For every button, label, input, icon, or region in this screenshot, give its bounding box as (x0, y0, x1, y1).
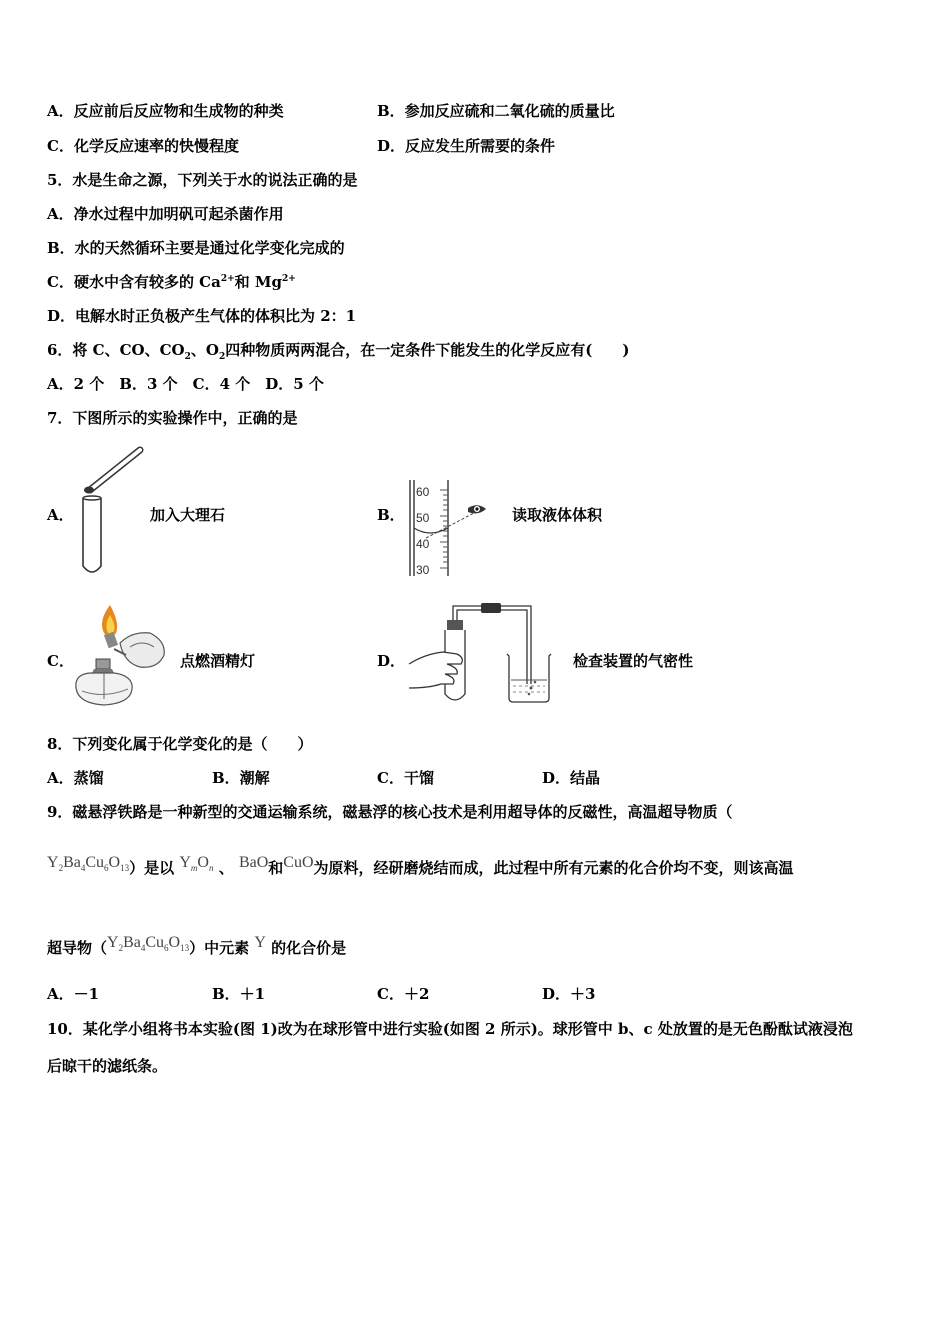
cylinder-figure (404, 476, 494, 580)
q9-and: 和 (268, 859, 284, 877)
q10-line1: 10．某化学小组将书本实验(图 1)改为在球形管中进行实验(如图 2 所示)。球形管中 b、c 处放置的是无色酚酞试液浸泡 (47, 1020, 853, 1038)
q4-option-b: B．参加反应硫和二氧化硫的质量比 (377, 102, 615, 120)
q9-option-a: A．－1 (47, 985, 100, 1003)
ym-n: n (208, 863, 214, 874)
cyl-tick-40: 40 (416, 537, 430, 551)
q9-rest: 为原料，经研磨烧结而成，此过程中所有元素的化合价均不变，则该高温 (313, 859, 794, 877)
q6-stem-part3: 四种物质两两混合，在一定条件下能发生的化学反应有( ) (225, 341, 630, 359)
q9-bao: BaO (238, 854, 269, 871)
f2-o: O (168, 934, 181, 951)
q5-c-sup1: 2+ (220, 274, 235, 284)
q9-line3 (47, 934, 347, 959)
q6-sub1: 2 (184, 352, 191, 362)
q7-option-b-letter: B． (377, 506, 405, 524)
q5-option-a: A．净水过程中加明矾可起杀菌作用 (47, 205, 284, 223)
q9-formula-2 (107, 934, 190, 954)
f2-sub-6: 6 (164, 943, 169, 954)
f2-sub-2: 2 (118, 943, 124, 954)
q8-option-b: B．潮解 (212, 769, 270, 787)
q8-stem: 8．下列变化属于化学变化的是（ ） (47, 735, 313, 753)
q7-option-c-label: 点燃酒精灯 (180, 652, 256, 670)
q9-line3-c: 的化合价是 (271, 939, 347, 957)
q9-formula-ymon (179, 854, 214, 874)
alcohol-lamp-figure (68, 603, 174, 709)
q5-c-mid: 和 Mg (234, 273, 282, 291)
q7-option-b-label: 读取液体体积 (512, 506, 603, 524)
q9-formula-1 (47, 854, 130, 874)
q9-element-y: Y (254, 934, 266, 951)
q5-stem: 5．水是生命之源，下列关于水的说法正确的是 (47, 171, 358, 189)
q7-option-a-label: 加入大理石 (150, 506, 226, 524)
f1-o: O (108, 854, 121, 871)
q9-stem: 9．磁悬浮铁路是一种新型的交通运输系统，磁悬浮的核心技术是利用超导体的反磁性，高温超导物质（ (47, 803, 733, 821)
q6-options: A．2 个 B．3 个 C．4 个 D．5 个 (47, 375, 324, 393)
f1-sub-13: 13 (120, 863, 130, 874)
q7-stem: 7．下图所示的实验操作中，正确的是 (47, 409, 298, 427)
q9-option-c: C．＋2 (377, 985, 430, 1003)
q8-option-a: A．蒸馏 (47, 769, 104, 787)
f2-sub-13: 13 (180, 943, 190, 954)
q7-option-c-letter: C． (47, 652, 74, 670)
ym-o: O (197, 854, 209, 871)
q9-cuo: CuO (283, 854, 314, 871)
q4-option-c: C．化学反应速率的快慢程度 (47, 137, 239, 155)
q6-stem-part2: 、O (190, 341, 219, 359)
cyl-tick-50: 50 (416, 511, 430, 525)
q6-stem (47, 340, 629, 360)
f1-cu: Cu (85, 854, 105, 871)
q7-option-d-letter: D． (377, 652, 406, 670)
f1-y: Y (47, 854, 59, 871)
cyl-tick-30: 30 (416, 563, 430, 577)
q7-option-d-label: 检查装置的气密性 (573, 652, 694, 670)
q4-option-a: A．反应前后反应物和生成物的种类 (47, 102, 284, 120)
q6-stem-part1: 6．将 C、CO、CO (47, 341, 185, 359)
f1-sub-4: 4 (80, 863, 86, 874)
test-tube-figure (78, 446, 148, 576)
q5-option-d: D．电解水时正负极产生气体的体积比为 2：1 (47, 307, 357, 325)
q9-mid1: ）是以 (129, 859, 175, 877)
q7-option-a-letter: A． (47, 506, 74, 524)
f2-sub-4: 4 (140, 943, 146, 954)
q8-option-c: C．干馏 (377, 769, 434, 787)
q6-sub2: 2 (218, 352, 226, 362)
q9-line3-a: 超导物（ (47, 939, 108, 957)
f2-ba: Ba (123, 934, 141, 951)
q8-option-d: D．结晶 (542, 769, 601, 787)
q10-line2: 后晾干的滤纸条。 (47, 1057, 168, 1075)
f1-sub-2: 2 (58, 863, 64, 874)
q9-sep: 、 (218, 859, 234, 877)
q5-c-text: C．硬水中含有较多的 Ca (47, 273, 221, 291)
q4-option-d: D．反应发生所需要的条件 (377, 137, 556, 155)
q9-option-b: B．＋1 (212, 985, 266, 1003)
f1-sub-6: 6 (104, 863, 109, 874)
q9-option-d: D．＋3 (542, 985, 596, 1003)
q9-line2 (47, 854, 794, 879)
q5-c-sup2: 2+ (281, 274, 296, 284)
q9-line3-b: ）中元素 (189, 939, 250, 957)
f2-y: Y (107, 934, 119, 951)
q5-option-c (47, 272, 296, 292)
q5-option-b: B．水的天然循环主要是通过化学变化完成的 (47, 239, 345, 257)
airtightness-figure (405, 598, 559, 708)
ym-m: m (190, 863, 198, 874)
f1-ba: Ba (63, 854, 81, 871)
cyl-tick-60: 60 (416, 485, 430, 499)
ym-y: Y (179, 854, 191, 871)
f2-cu: Cu (145, 934, 165, 951)
